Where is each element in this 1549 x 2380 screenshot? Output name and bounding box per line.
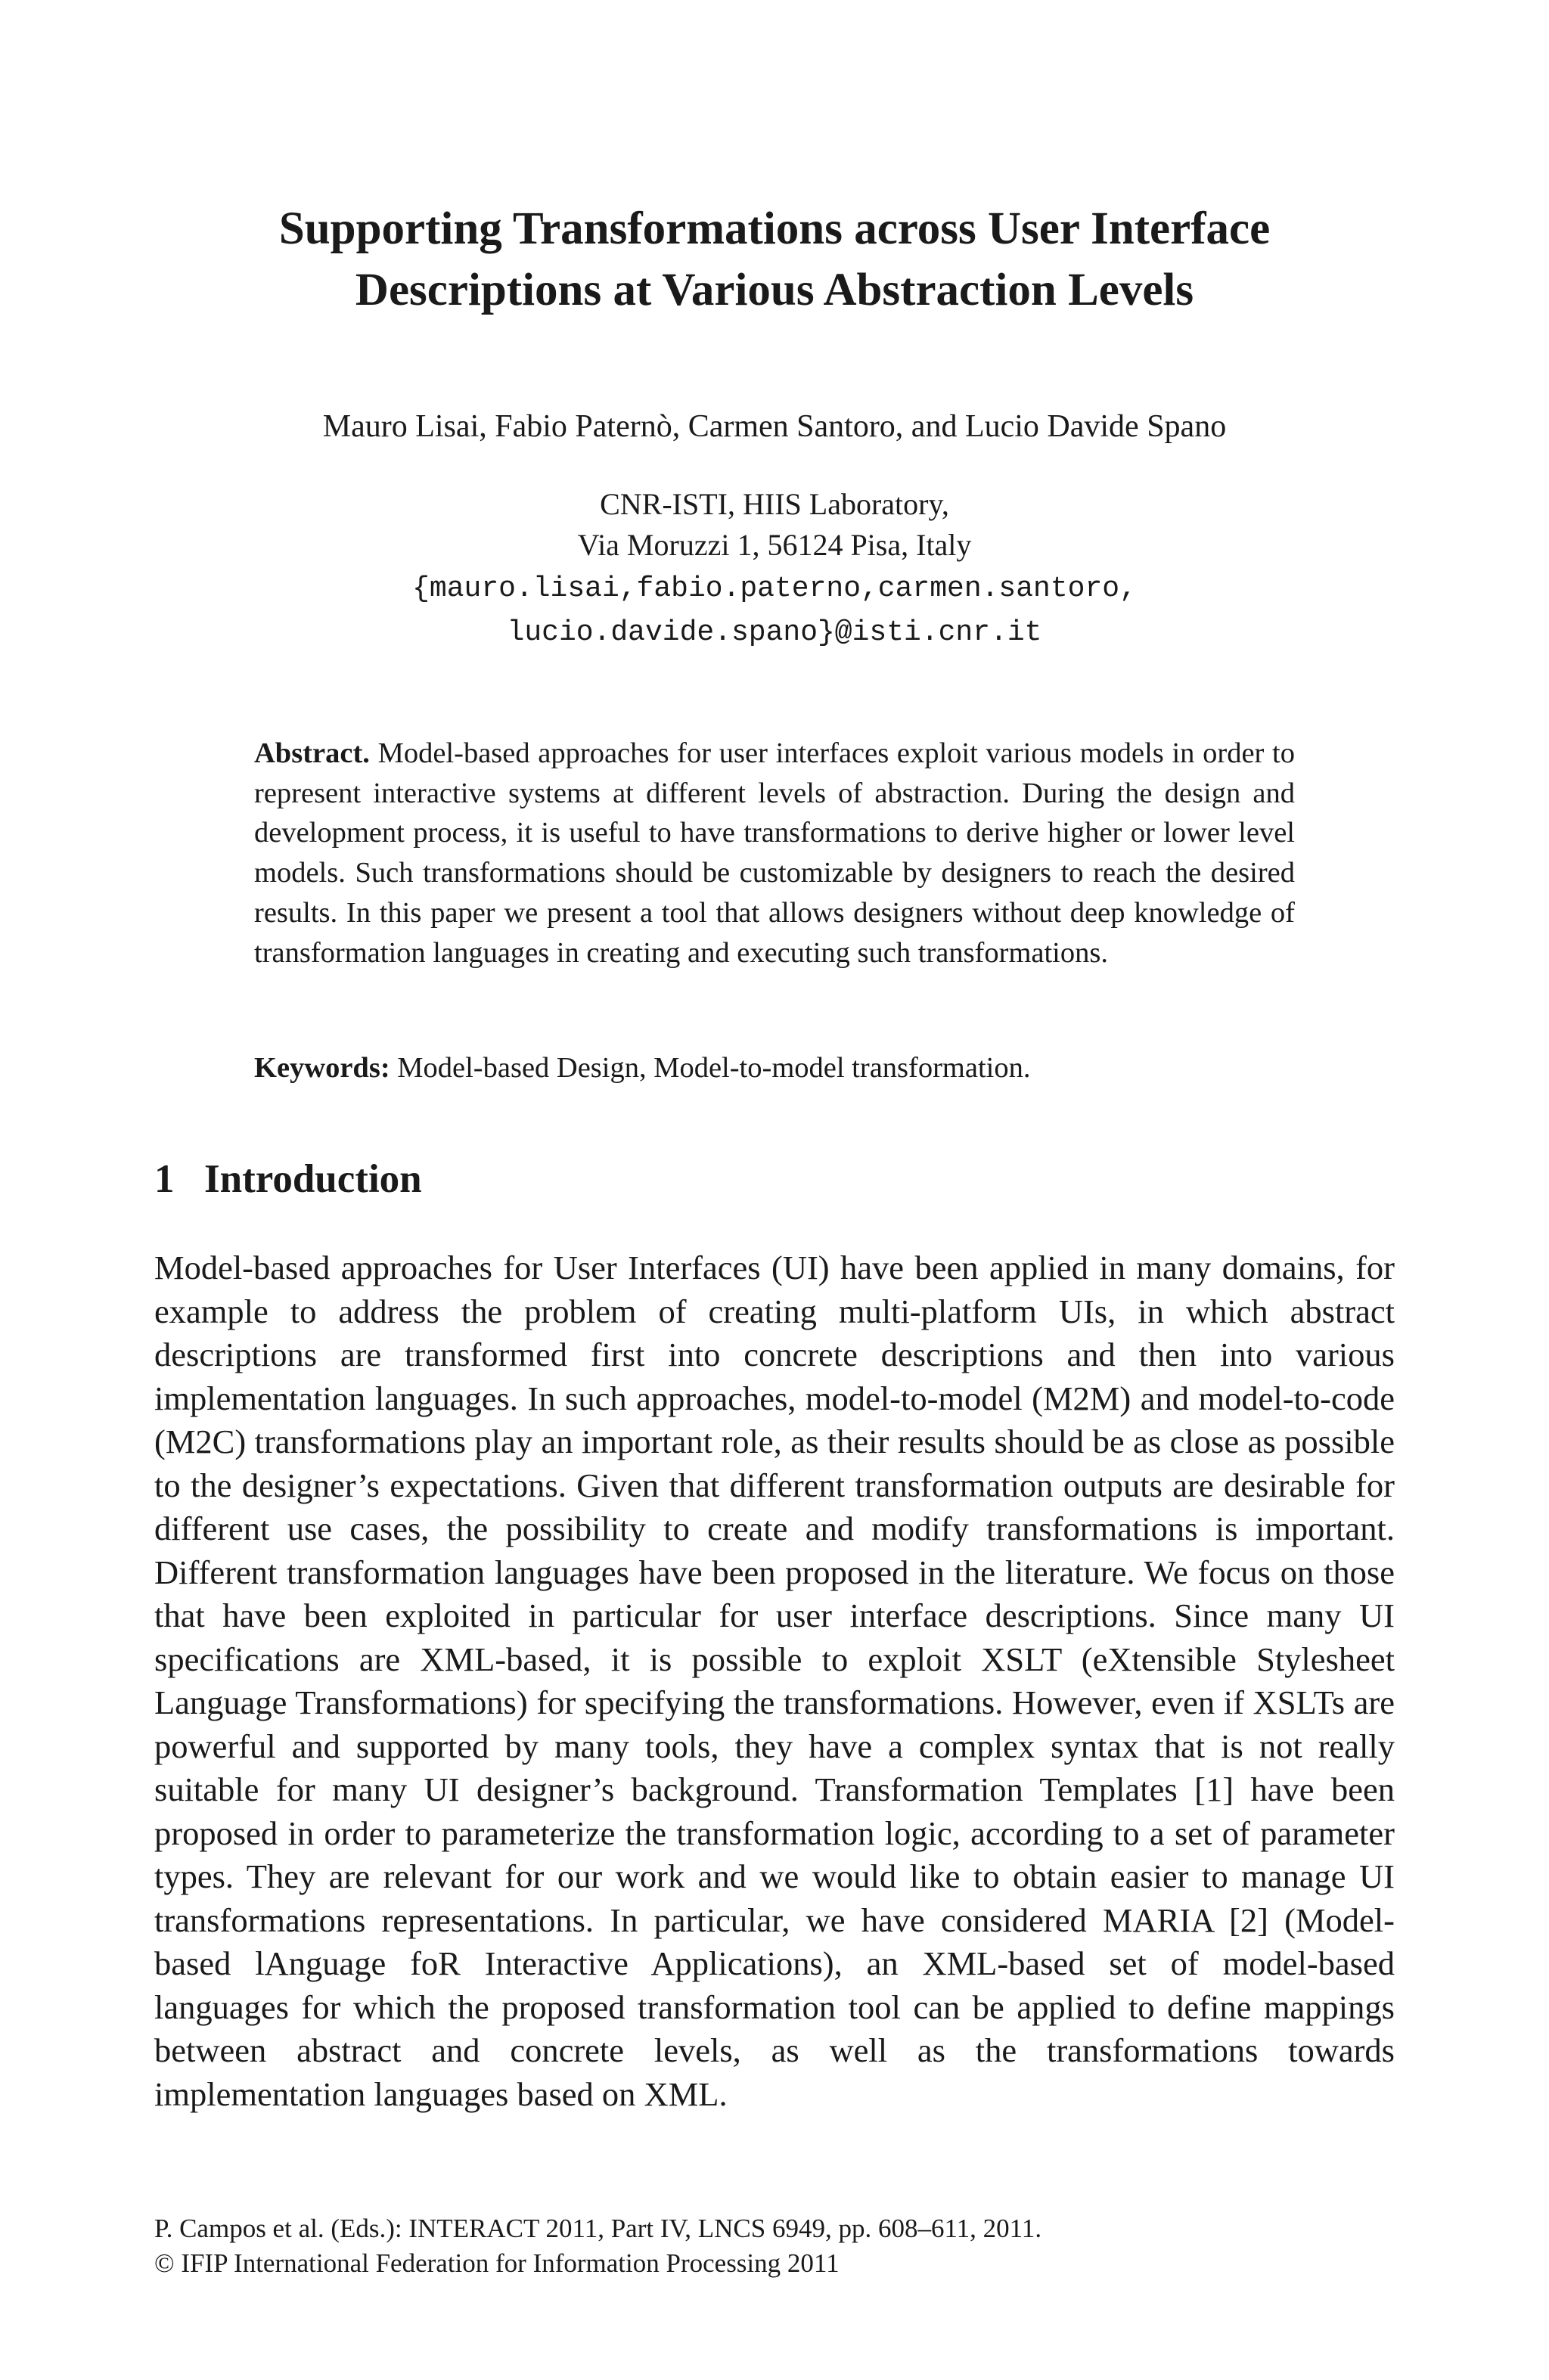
keywords-label: Keywords:	[254, 1052, 390, 1084]
title-line-2: Descriptions at Various Abstraction Levels	[355, 265, 1194, 315]
paper-title	[154, 198, 1395, 321]
footer-copyright: © IFIP International Federation for Information Processing 2011	[154, 2248, 840, 2278]
affiliation	[154, 484, 1395, 653]
section-number: 1	[154, 1157, 175, 1201]
footer	[154, 2211, 1395, 2281]
affiliation-address: Via Moruzzi 1, 56124 Pisa, Italy	[577, 528, 972, 562]
abstract-label: Abstract.	[254, 737, 370, 769]
keywords-text: Model-based Design, Model-to-model transformation.	[397, 1052, 1031, 1084]
footer-citation: P. Campos et al. (Eds.): INTERACT 2011, Part IV, LNCS 6949, pp. 608–611, 2011.	[154, 2214, 1042, 2243]
title-line-1: Supporting Transformations across User Interface	[278, 203, 1271, 254]
abstract-text: Model-based approaches for user interfaces exploit various models in order to represent interactive systems at different levels of abstraction. During the design and development process, it is useful to have transformations to derive higher or lower level models. Such transformations should be customizable by designers to reach the desired results. In this paper we present a tool that allows designers without deep knowledge of transformation languages in creating and executing such transformations.	[254, 737, 1295, 969]
introduction-paragraph: Model-based approaches for User Interfaces (UI) have been applied in many domains, for example to address the problem of creating multi-platform UIs, in which abstract descriptions are transformed first into concrete descriptions and then into various implementation languages. In such approaches, model-to-model (M2M) and model-to-code (M2C) transformations play an important role, as their results should be as close as possible to the designer’s expectations. Given that different transformation outputs are desirable for different use cases, the possibility to create and modify transformations is important. Different transformation languages have been proposed in the literature. We focus on those that have been exploited in particular for user interface descriptions. Since many UI specifications are XML-based, it is possible to exploit XSLT (eXtensible Stylesheet Language Transformations) for specifying the transformations. However, even if XSLTs are powerful and supported by many tools, they have a complex syntax that is not really suitable for many UI designer’s background. Transformation Templates [1] have been proposed in order to parameterize the transformation logic, according to a set of parameter types. They are relevant for our work and we would like to obtain easier to manage UI transformations representations. In particular, we have considered MARIA [2] (Model-based lAnguage foR Interactive Applications), an XML-based set of model-based languages for which the proposed transformation tool can be applied to define mappings between abstract and concrete levels, as well as the transformations towards implementation languages based on XML.	[154, 1249, 1395, 2113]
author-emails-line-1: {mauro.lisai,fabio.paterno,carmen.santoro,	[412, 573, 1137, 605]
section-title: Introduction	[204, 1157, 422, 1201]
keywords	[254, 1048, 1295, 1088]
author-emails-line-2: lucio.davide.spano}@isti.cnr.it	[507, 616, 1042, 649]
section-heading	[154, 1153, 422, 1206]
author-list: Mauro Lisai, Fabio Paternò, Carmen Santoro, and Lucio Davide Spano	[322, 409, 1227, 444]
affiliation-lab: CNR-ISTI, HIIS Laboratory,	[600, 487, 949, 521]
abstract	[254, 734, 1295, 973]
